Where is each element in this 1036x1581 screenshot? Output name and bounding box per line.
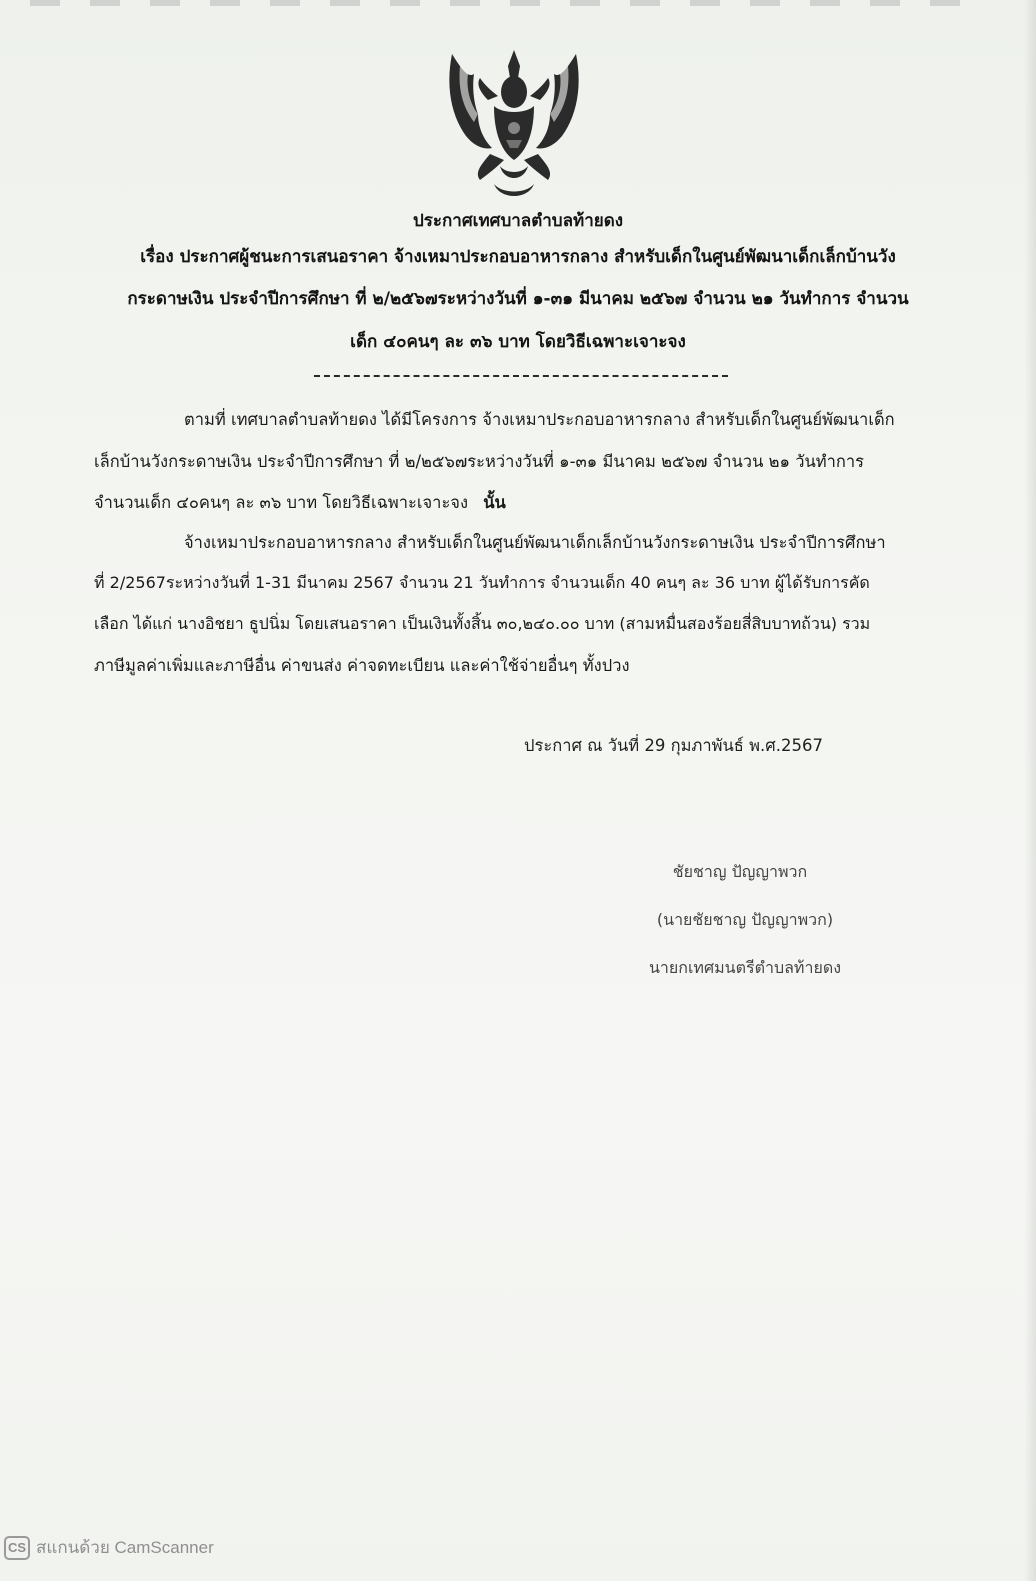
paragraph-1-line-1: ตามที่ เทศบาลตำบลท้ายดง ได้มีโครงการ จ้างเหมาประกอบอาหารกลาง สำหรับเด็กในศูนย์พัฒนาเด็ก [184, 410, 895, 429]
camscanner-watermark [4, 1534, 214, 1561]
garuda-emblem-icon [444, 44, 584, 204]
camscanner-logo-icon: CS [4, 1536, 30, 1560]
subject-line-2: กระดาษเงิน ประจำปีการศึกษา ที่ ๒/๒๕๖๗ระหว่างวันที่ ๑-๓๑ มีนาคม ๒๕๖๗ จำนวน ๒๑ วันทำการ จำนวน [127, 289, 909, 309]
document-title: ประกาศเทศบาลตำบลท้ายดง [412, 211, 624, 231]
signature: ชัยชาญ ปัญญาพวก [672, 862, 808, 881]
paragraph-2-line-2: ที่ 2/2567ระหว่างวันที่ 1-31 มีนาคม 2567 จำนวน 21 วันทำการ จำนวนเด็ก 40 คนๆ ละ 36 บาท ผู้ได้รับการคัด [94, 573, 870, 592]
signatory-position: นายกเทศมนตรีตำบลท้ายดง [648, 958, 842, 977]
watermark-text: สแกนด้วย CamScanner [36, 1538, 214, 1557]
subject-line-1: เรื่อง ประกาศผู้ชนะการเสนอราคา จ้างเหมาประกอบอาหารกลาง สำหรับเด็กในศูนย์พัฒนาเด็กเล็กบ้านวัง [140, 247, 896, 267]
paragraph-1-line-2: เล็กบ้านวังกระดาษเงิน ประจำปีการศึกษา ที่ ๒/๒๕๖๗ระหว่างวันที่ ๑-๓๑ มีนาคม ๒๕๖๗ จำนวน ๒๑ วันทำการ [94, 452, 864, 471]
paragraph-2-line-3: เลือก ได้แก่ นางอิชยา ธูปนิ่ม โดยเสนอราคา เป็นเงินทั้งสิ้น ๓๐,๒๔๐.๐๐ บาท (สามหมื่นสองร้อยสี่สิบบาทถ้วน) รวม [94, 614, 871, 633]
signatory-name: (นายชัยชาญ ปัญญาพวก) [656, 910, 834, 929]
scan-artifact [30, 0, 970, 6]
subject-line-3: เด็ก ๔๐คนๆ ละ ๓๖ บาท โดยวิธีเฉพาะเจาะจง [350, 332, 686, 352]
paragraph-1-line-3 [94, 490, 506, 516]
announce-date: ประกาศ ณ วันที่ 29 กุมภาพันธ์ พ.ศ.2567 [524, 736, 823, 755]
paragraph-2-line-4: ภาษีมูลค่าเพิ่มและภาษีอื่น ค่าขนส่ง ค่าจดทะเบียน และค่าใช้จ่ายอื่นๆ ทั้งปวง [94, 656, 630, 675]
paragraph-1-text: จำนวนเด็ก ๔๐คนๆ ละ ๓๖ บาท โดยวิธีเฉพาะเจาะจง [94, 493, 469, 512]
paragraph-1-end: นั้น [483, 493, 506, 512]
divider [314, 375, 728, 377]
paragraph-2-line-1: จ้างเหมาประกอบอาหารกลาง สำหรับเด็กในศูนย์พัฒนาเด็กเล็กบ้านวังกระดาษเงิน ประจำปีการศึกษา [184, 533, 886, 552]
